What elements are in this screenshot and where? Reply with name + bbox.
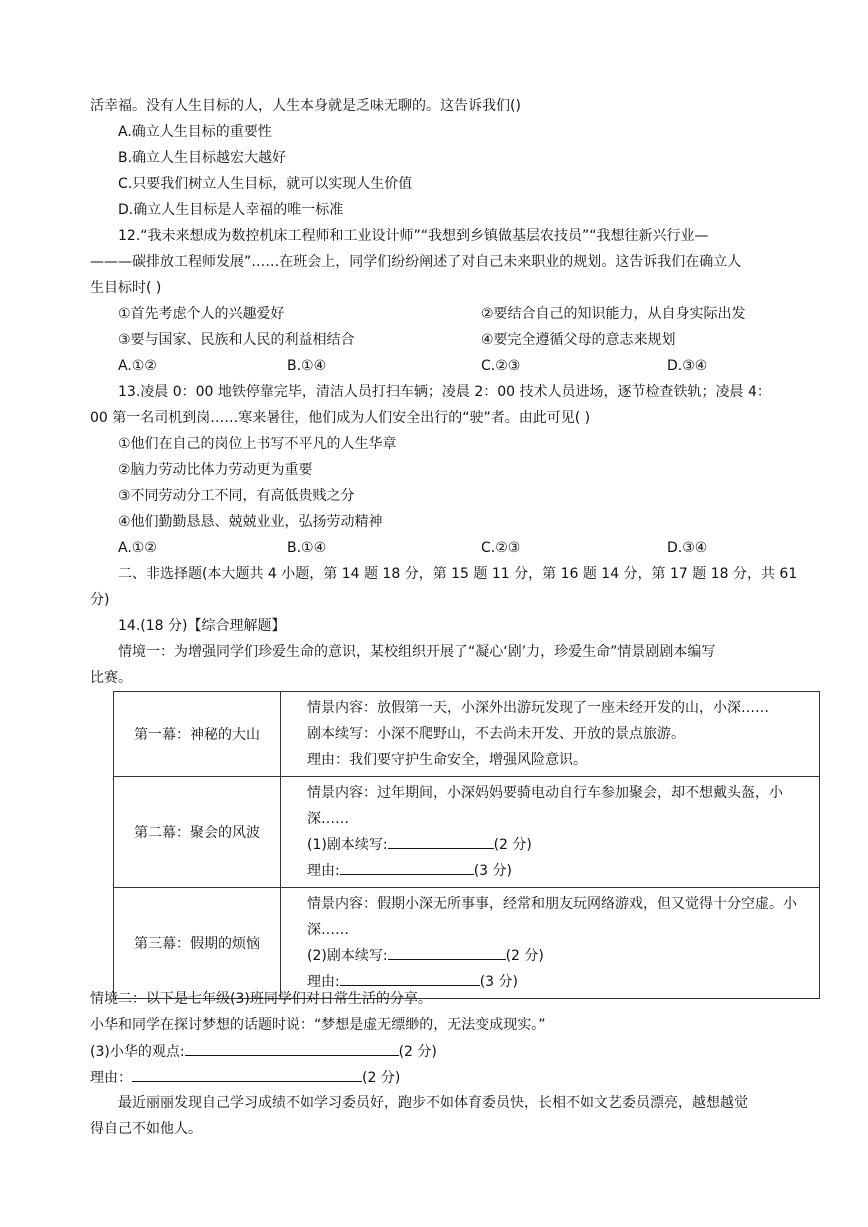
section-heading-line1: 二、非选择题(本大题共 4 小题，第 14 题 18 分，第 15 题 11 分，第 16 题 14 分，第 17 题 18 分，共 61 — [118, 566, 798, 582]
answer-blank[interactable] — [340, 971, 480, 986]
q11-option-b: B.确立人生目标越宏大越好 — [118, 150, 287, 166]
q14-scene2: 情境二：以下是七年级(3)班同学们对日常生活的分享。 — [90, 991, 432, 1007]
act-2-content: 情景内容：过年期间，小深妈妈要骑电动自行车参加聚会，却不想戴头盔，小深…… — [307, 785, 783, 827]
q12-statement-4: ④要完全遵循父母的意志来规划 — [481, 332, 676, 348]
act-2-reason-label: 理由: — [307, 863, 340, 879]
section-heading-line2: 分) — [90, 592, 110, 608]
q12-statement-3: ③要与国家、民族和人民的利益相结合 — [118, 332, 355, 348]
q11-option-d: D.确立人生目标是人幸福的唯一标准 — [118, 202, 344, 218]
q11-option-c: C.只要我们树立人生目标，就可以实现人生价值 — [118, 176, 413, 192]
q13-stem-line1: 13.凌晨 0：00 地铁停靠完毕，清洁人员打扫车辆；凌晨 2：00 技术人员进场，逐节检查铁轨；凌晨 4： — [118, 384, 771, 400]
q3-label: (3)小华的观点: — [90, 1044, 185, 1060]
script-table — [113, 691, 820, 999]
q13-option-c: C.②③ — [481, 540, 521, 556]
q13-statement-3: ③不同劳动分工不同，有高低贵贱之分 — [118, 488, 355, 504]
act-3-body — [281, 888, 820, 999]
q3-score: (2 分) — [398, 1044, 437, 1060]
act-3-title: 第三幕：假期的烦恼 — [114, 888, 281, 999]
q14-hua-quote: 小华和同学在探讨梦想的话题时说：“梦想是虚无缥缈的，无法变成现实。” — [90, 1017, 546, 1033]
q12-option-d: D.③④ — [667, 358, 708, 374]
act-2-reason-score: (3 分) — [473, 863, 512, 879]
table-row — [114, 692, 820, 777]
q14-lili-line1: 最近丽丽发现自己学习成绩不如学习委员好，跑步不如体育委员快，长相不如文艺委员漂亮，越想越觉 — [118, 1095, 748, 1111]
act-3-reason-score: (3 分) — [479, 974, 518, 990]
q14-q3 — [90, 1041, 780, 1062]
q11-stem: 活幸福。没有人生目标的人，人生本身就是乏味无聊的。这告诉我们() — [90, 98, 521, 114]
q13-stem-line2: 00 第一名司机到岗……寒来暑往，他们成为人们安全出行的“驶”者。由此可见( ) — [90, 410, 591, 426]
reason-score: (2 分) — [362, 1070, 401, 1086]
act-3-reason-label: 理由: — [307, 974, 340, 990]
act-2-question — [307, 832, 811, 858]
q12-option-c: C.②③ — [481, 358, 521, 374]
answer-blank[interactable] — [388, 945, 506, 960]
act-3-question-score: (2 分) — [505, 948, 544, 964]
act-1-body — [281, 692, 820, 777]
q11-option-a: A.确立人生目标的重要性 — [118, 124, 272, 140]
q12-option-b: B.①④ — [287, 358, 327, 374]
act-1-reason: 理由：我们要守护生命安全，增强风险意识。 — [307, 752, 587, 768]
answer-blank[interactable] — [340, 860, 474, 875]
q14-lili-line2: 得自己不如他人。 — [90, 1121, 202, 1137]
act-2-question-label: (1)剧本续写: — [307, 837, 388, 853]
q12-stem-line1: 12.“我未来想成为数控机床工程师和工业设计师”“我想到乡镇做基层农技员”“我想往新兴行业— — [118, 228, 709, 244]
q12-stem-line2: ———碳排放工程师发展”……在班会上，同学们纷纷阐述了对自己未来职业的规划。这告诉我们在确立人 — [90, 254, 742, 270]
table-row — [114, 777, 820, 888]
q13-option-d: D.③④ — [667, 540, 708, 556]
q13-statement-1: ①他们在自己的岗位上书写不平凡的人生华章 — [118, 436, 397, 452]
answer-blank[interactable] — [388, 834, 494, 849]
q12-option-a: A.①② — [118, 358, 157, 374]
q14-scene1-line1: 情境一：为增强同学们珍爱生命的意识，某校组织开展了“凝心‘剧’力，珍爱生命”情景剧剧本编写 — [118, 644, 716, 660]
q12-statement-1: ①首先考虑个人的兴趣爱好 — [118, 306, 285, 322]
q14-scene1-line2: 比赛。 — [90, 670, 132, 686]
q13-statement-2: ②脑力劳动比体力劳动更为重要 — [118, 462, 313, 478]
act-3-question — [307, 943, 811, 969]
q12-stem-line3: 生目标时( ) — [90, 280, 162, 296]
act-2-reason — [307, 858, 811, 884]
q13-option-a: A.①② — [118, 540, 157, 556]
q12-statement-2: ②要结合自己的知识能力，从自身实际出发 — [481, 306, 746, 322]
reason-label: 理由： — [90, 1070, 132, 1086]
answer-blank[interactable] — [185, 1041, 399, 1056]
table-row — [114, 888, 820, 999]
act-3-question-label: (2)剧本续写: — [307, 948, 388, 964]
q14-title: 14.(18 分)【综合理解题】 — [118, 618, 286, 634]
q13-statement-4: ④他们勤勤恳恳、兢兢业业，弘扬劳动精神 — [118, 514, 383, 530]
q13-option-b: B.①④ — [287, 540, 327, 556]
answer-blank[interactable] — [132, 1067, 362, 1082]
act-1-continuation: 剧本续写：小深不爬野山，不去尚未开发、开放的景点旅游。 — [307, 726, 685, 742]
act-2-question-score: (2 分) — [493, 837, 532, 853]
act-2-body — [281, 777, 820, 888]
q14-reason — [90, 1067, 780, 1088]
act-1-title: 第一幕：神秘的大山 — [114, 692, 281, 777]
act-2-title: 第二幕：聚会的风波 — [114, 777, 281, 888]
act-1-content: 情景内容：放假第一天，小深外出游玩发现了一座未经开发的山，小深…… — [307, 700, 769, 716]
act-3-content: 情景内容：假期小深无所事事，经常和朋友玩网络游戏，但又觉得十分空虚。小深…… — [307, 896, 797, 938]
